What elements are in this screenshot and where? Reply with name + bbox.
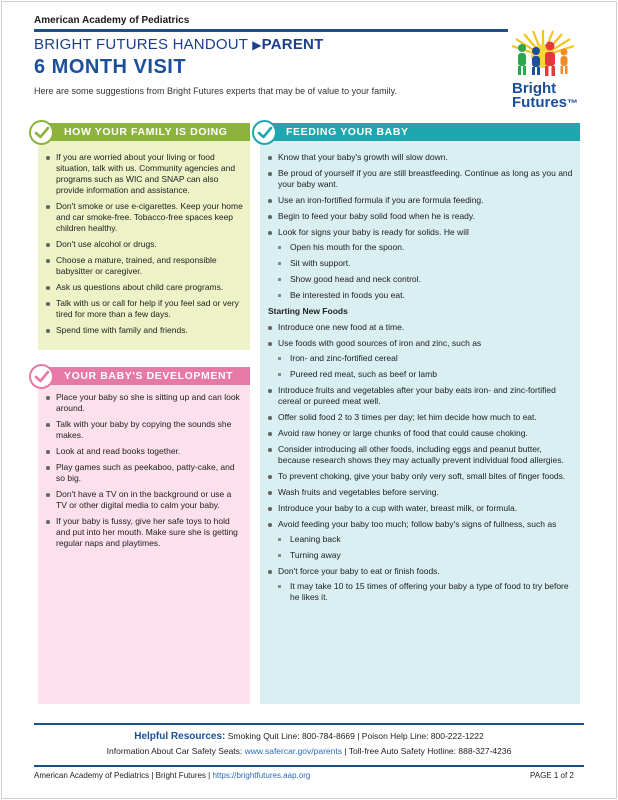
sub-list-item: Turning away	[278, 550, 574, 561]
list-item: Consider introducing all other foods, including eggs and peanut butter, because research shows they may actually prevent individual food allergies.	[268, 444, 574, 466]
feeding-list	[268, 152, 574, 301]
list-item: Introduce fruits and vegetables after your baby eats iron- and zinc-fortified cereal or pureed meat well.	[268, 385, 574, 407]
feeding-content	[268, 152, 574, 608]
development-section-title: YOUR BABY'S DEVELOPMENT	[38, 367, 250, 385]
list-item-text: Avoid feeding your baby too much; follow baby's signs of fullness, such as	[278, 519, 557, 529]
list-item: Ask us questions about child care programs.	[46, 282, 244, 293]
sub-list-item: Sit with support.	[278, 258, 574, 269]
list-item: Place your baby so she is sitting up and can look around.	[46, 392, 244, 414]
logo-wordmark	[512, 82, 578, 111]
car-tail: | Toll-free Auto Safety Hotline: 888-327-4236	[344, 746, 512, 756]
sub-list-item: Open his mouth for the spoon.	[278, 242, 574, 253]
list-item	[268, 566, 574, 603]
iron-foods-list	[278, 353, 574, 380]
list-item: Talk with your baby by copying the sounds she makes.	[46, 419, 244, 441]
sub-list-item: It may take 10 to 15 times of offering your baby a type of food to try before he likes it.	[278, 581, 574, 603]
sub-list-item: Leaning back	[278, 534, 574, 545]
family-list	[46, 152, 244, 341]
footer-rule-bottom	[34, 765, 584, 767]
list-item-text: Look for signs your baby is ready for solids. He will	[278, 227, 469, 237]
intro-text: Here are some suggestions from Bright Futures experts that may be of value to your family.	[34, 86, 397, 96]
resources-text: Smoking Quit Line: 800-784-8669 | Poison Help Line: 800-222-1222	[227, 731, 484, 741]
feeding-section-title: FEEDING YOUR BABY	[260, 123, 580, 141]
car-label: Information About Car Safety Seats:	[106, 746, 243, 756]
handout-title	[34, 36, 323, 53]
list-item: Use an iron-fortified formula if you are formula feeding.	[268, 195, 574, 206]
list-item: Look at and read books together.	[46, 446, 244, 457]
logo-line-2: Futures	[512, 94, 568, 111]
feeding-check-icon	[252, 120, 277, 145]
development-check-icon	[29, 364, 54, 389]
car-safety-info	[34, 746, 584, 756]
new-foods-list	[268, 322, 574, 603]
list-item: Don't smoke or use e-cigarettes. Keep your home and car smoke-free. Tobacco-free spaces keep children healthy.	[46, 201, 244, 234]
list-item: Spend time with family and friends.	[46, 325, 244, 336]
family-section-title: HOW YOUR FAMILY IS DOING	[38, 123, 250, 141]
footer-org-line	[34, 771, 310, 780]
list-item: Begin to feed your baby solid food when he is ready.	[268, 211, 574, 222]
page-number: PAGE 1 of 2	[530, 771, 574, 780]
list-item: To prevent choking, give your baby only very soft, small bites of finger foods.	[268, 471, 574, 482]
helpful-resources	[34, 731, 584, 742]
list-item: Be proud of yourself if you are still breastfeeding. Continue as long as you and your baby want.	[268, 168, 574, 190]
list-item: Avoid raw honey or large chunks of food that could cause choking.	[268, 428, 574, 439]
handout-prefix: BRIGHT FUTURES HANDOUT	[34, 36, 248, 53]
logo-figures-icon	[506, 26, 580, 82]
starting-new-foods-heading: Starting New Foods	[268, 306, 348, 316]
sub-list-item: Iron- and zinc-fortified cereal	[278, 353, 574, 364]
bright-futures-logo	[506, 26, 580, 111]
list-item	[268, 519, 574, 561]
footer-org: American Academy of Pediatrics | Bright Futures |	[34, 771, 211, 780]
header-rule	[34, 29, 508, 32]
list-item: Know that your baby's growth will slow down.	[268, 152, 574, 163]
force-sub-list	[278, 581, 574, 603]
list-item: Choose a mature, trained, and responsible babysitter or caregiver.	[46, 255, 244, 277]
list-item: Wash fruits and vegetables before serving.	[268, 487, 574, 498]
logo-line-1: Bright	[512, 80, 557, 97]
resources-label: Helpful Resources:	[134, 731, 226, 742]
car-safety-link[interactable]: www.safercar.gov/parents	[244, 746, 342, 756]
list-item: If your baby is fussy, give her safe toys to hold and put into her mouth. Make sure she is getting regular naps and playtimes.	[46, 516, 244, 549]
site-link[interactable]: https://brightfutures.aap.org	[212, 771, 311, 780]
visit-title: 6 MONTH VISIT	[34, 56, 187, 78]
list-item: Play games such as peekaboo, patty-cake, and so big.	[46, 462, 244, 484]
list-item: Introduce your baby to a cup with water, breast milk, or formula.	[268, 503, 574, 514]
list-item: Offer solid food 2 to 3 times per day; let him decide how much to eat.	[268, 412, 574, 423]
list-item: Don't have a TV on in the background or use a TV or other digital media to calm your baby.	[46, 489, 244, 511]
list-item: Talk with us or call for help if you feel sad or very tired for more than a few days.	[46, 298, 244, 320]
list-item-text: Use foods with good sources of iron and zinc, such as	[278, 338, 482, 348]
arrow-icon: ▶	[252, 38, 262, 52]
sub-list-item: Pureed red meat, such as beef or lamb	[278, 369, 574, 380]
list-item: Don't use alcohol or drugs.	[46, 239, 244, 250]
list-item	[268, 338, 574, 380]
family-check-icon	[29, 120, 54, 145]
list-item: If you are worried about your living or food situation, talk with us. Community agencies and programs such as WIC and SNAP can also provide information and assistance.	[46, 152, 244, 196]
list-item: Introduce one new food at a time.	[268, 322, 574, 333]
footer-rule-top	[34, 723, 584, 725]
sub-list-item: Be interested in foods you eat.	[278, 290, 574, 301]
list-item-text: Don't force your baby to eat or finish foods.	[278, 566, 440, 576]
org-name: American Academy of Pediatrics	[34, 15, 190, 26]
readiness-signs-list	[278, 242, 574, 301]
sub-list-item: Show good head and neck control.	[278, 274, 574, 285]
development-list	[46, 392, 244, 554]
list-item	[268, 227, 574, 301]
logo-tm: ™	[567, 98, 579, 110]
fullness-signs-list	[278, 534, 574, 561]
handout-audience: PARENT	[261, 36, 324, 53]
